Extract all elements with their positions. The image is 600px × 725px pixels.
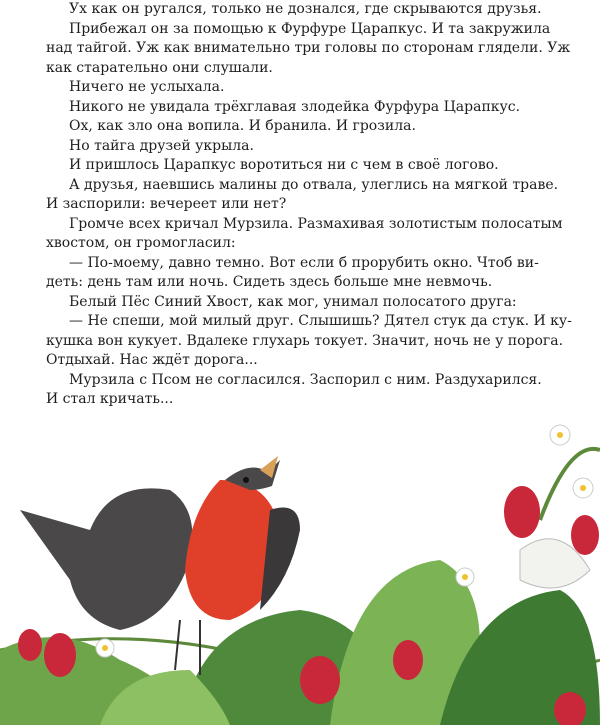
text-line: Мурзила с Псом не согласился. Заспорил с ним. Раздухарился.	[69, 371, 542, 388]
text-line: И пришлось Царапкус воротиться ни с чем в своё логово.	[69, 157, 499, 173]
text-line: Отдыхай. Нас ждёт дорога...	[46, 352, 258, 368]
text-line: Ух как он ругался, только не дознался, где скрываются друзья.	[69, 1, 542, 17]
text-line: Прибежал он за помощью к Фурфуре Царапкус. И та закружила	[69, 20, 551, 37]
text-line: И заспорили: вечереет или нет?	[46, 196, 287, 212]
text-line: — По-моему, давно темно. Вот если б прорубить окно. Чтоб ви-	[69, 254, 539, 271]
text-line: — Не спеши, мой милый друг. Слышишь? Дятел стук да стук. И ку-	[69, 313, 572, 329]
text-line: Громче всех кричал Мурзила. Размахивая золотистым полосатым	[69, 215, 563, 232]
text-line: Никого не увидала трёхглавая злодейка Фурфура Царапкус.	[69, 98, 521, 115]
text-line: деть: день там или ночь. Сидеть здесь больше мне невмочь.	[46, 274, 493, 290]
text-line: кушка вон кукует. Вдалеке глухарь токует. Значит, ночь не у порога.	[46, 332, 564, 349]
text-line: Белый Пёс Синий Хвост, как мог, унимал полосатого друга:	[69, 293, 517, 310]
text-line: над тайгой. Уж как внимательно три головы по сторонам глядели. Уж	[46, 40, 571, 56]
text-line: А друзья, наевшись малины до отвала, улеглись на мягкой траве.	[69, 176, 559, 193]
text-line: Но тайга друзей укрыла.	[69, 137, 254, 154]
text-line: хвостом, он громогласил:	[46, 235, 236, 251]
text-line: Ох, как зло она вопила. И бранила. И грозила.	[69, 118, 416, 134]
story-text	[46, 0, 572, 410]
text-line: Ничего не услыхала.	[69, 79, 225, 95]
text-line: И стал кричать...	[46, 391, 174, 407]
illustration-robin-raspberries	[0, 420, 600, 725]
text-line: как старательно они слушали.	[46, 59, 273, 76]
